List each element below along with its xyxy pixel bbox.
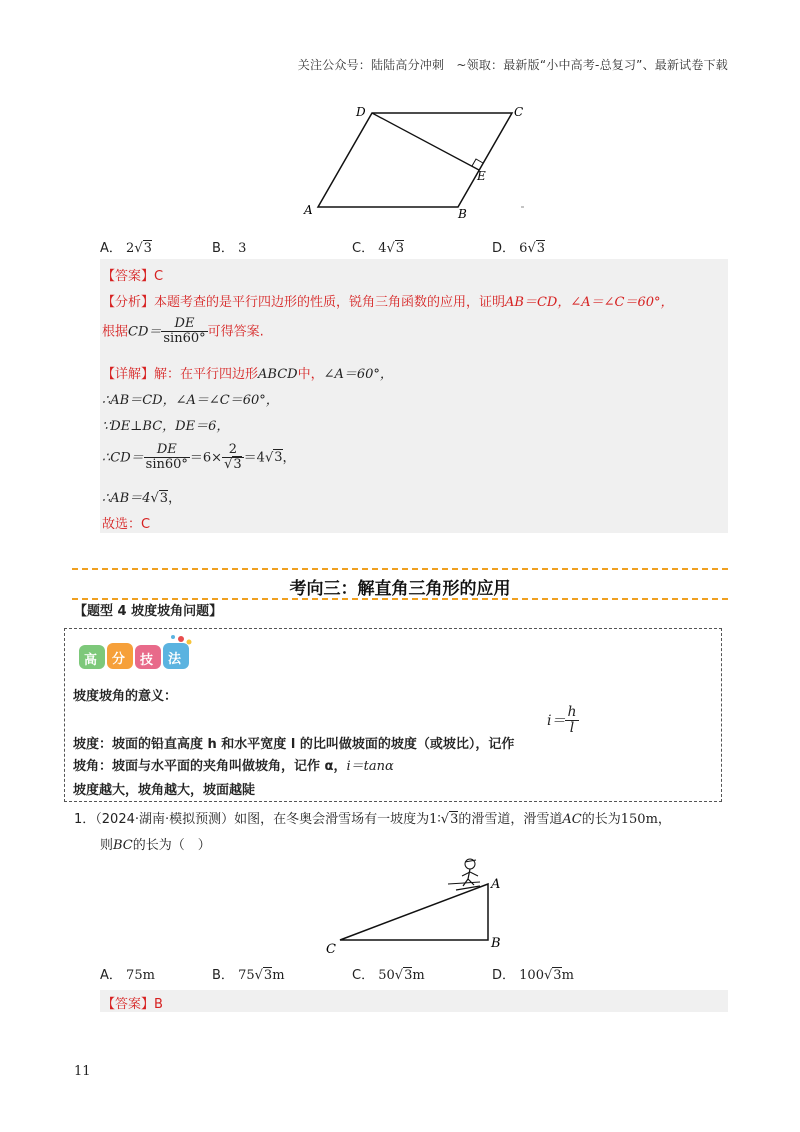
label-a: A — [304, 203, 313, 217]
label-c: C — [514, 105, 524, 119]
label-b: B — [458, 207, 467, 221]
high-score-badge: 高 分 技 法 — [77, 633, 201, 673]
question-1-line-1: 1．（2024·湖南·模拟预测）如图，在冬奥会滑雪场有一坡度为1∶√3的滑雪道，滑雪道AC的长为150m， — [74, 812, 671, 827]
q1-option-d[interactable]: D． 100√3m — [492, 968, 574, 983]
label-a2: A — [491, 877, 501, 892]
option-c[interactable]: C． 4√3 — [352, 241, 405, 256]
option-a[interactable]: A． 2√3 — [100, 241, 152, 256]
q1-option-b[interactable]: B． 75√3m — [212, 968, 285, 983]
label-b2: B — [491, 936, 501, 951]
page-header: 关注公众号：陆陆高分冲刺 ~领取：最新版“小中高考-总复习”、最新试卷下载 — [297, 58, 728, 72]
detail-line: 【详解】解：在平行四边形ABCD中，∠A＝60°， — [102, 367, 393, 382]
analysis-line: 【分析】本题考查的是平行四边形的性质，锐角三角函数的应用，证明AB＝CD，∠A＝∠C＝60°， — [102, 295, 674, 310]
tips-heading: 坡度坡角的意义： — [73, 689, 178, 704]
step-3: ∴CD＝ $\frac{DE}{\sin 60^\circ}$ ＝6× $\frac{2}{√3}$ ＝4√3， — [102, 442, 296, 473]
step-4: ∴AB＝4√3， — [102, 491, 182, 506]
step-2: ∵DE⊥BC，DE＝6， — [102, 419, 230, 434]
section-divider-top — [72, 568, 728, 570]
section-title: 考向三：解直角三角形的应用 — [289, 579, 511, 599]
step-1: ∴AB＝CD，∠A＝∠C＝60°， — [102, 393, 279, 408]
parallelogram-figure — [300, 96, 540, 222]
analysis-line-2: 根据CD＝ $\frac{DE}{\sin 60^\circ}$ 可得答案. — [102, 316, 264, 347]
label-d: D — [356, 105, 366, 119]
skier-icon — [456, 859, 480, 890]
q1-option-a[interactable]: A． 75m — [100, 968, 155, 983]
answer-line: 【答案】C — [102, 269, 164, 284]
option-d[interactable]: D． 6√3 — [492, 241, 546, 256]
choose-line: 故选：C — [102, 517, 151, 532]
tips-slope-def: 坡度：坡面的铅直高度 h 和水平宽度 l 的比叫做坡面的坡度（或坡比），记作 — [73, 737, 515, 752]
slope-formula: i＝ $\frac{h}{l}$ — [547, 704, 577, 737]
ski-slope-figure — [320, 854, 520, 958]
q1-option-c[interactable]: C． 50√3m — [352, 968, 425, 983]
question-type-heading: 【题型 4 坡度坡角问题】 — [74, 604, 223, 619]
q1-answer-line: 【答案】B — [102, 997, 163, 1012]
label-e: E — [477, 169, 486, 183]
tips-box — [64, 628, 722, 802]
tips-conclusion: 坡度越大，坡角越大，坡面越陡 — [73, 783, 256, 798]
q1-answer-box — [100, 990, 728, 1012]
tips-angle-def: 坡角：坡面与水平面的夹角叫做坡角，记作 α，i＝tanα — [73, 759, 394, 774]
question-1-line-2: 则BC的长为（ ） — [100, 838, 211, 853]
page-number: 11 — [74, 1064, 91, 1079]
label-c2: C — [326, 942, 336, 957]
option-b[interactable]: B． 3 — [212, 241, 247, 256]
answer-explanation-box — [100, 259, 728, 533]
